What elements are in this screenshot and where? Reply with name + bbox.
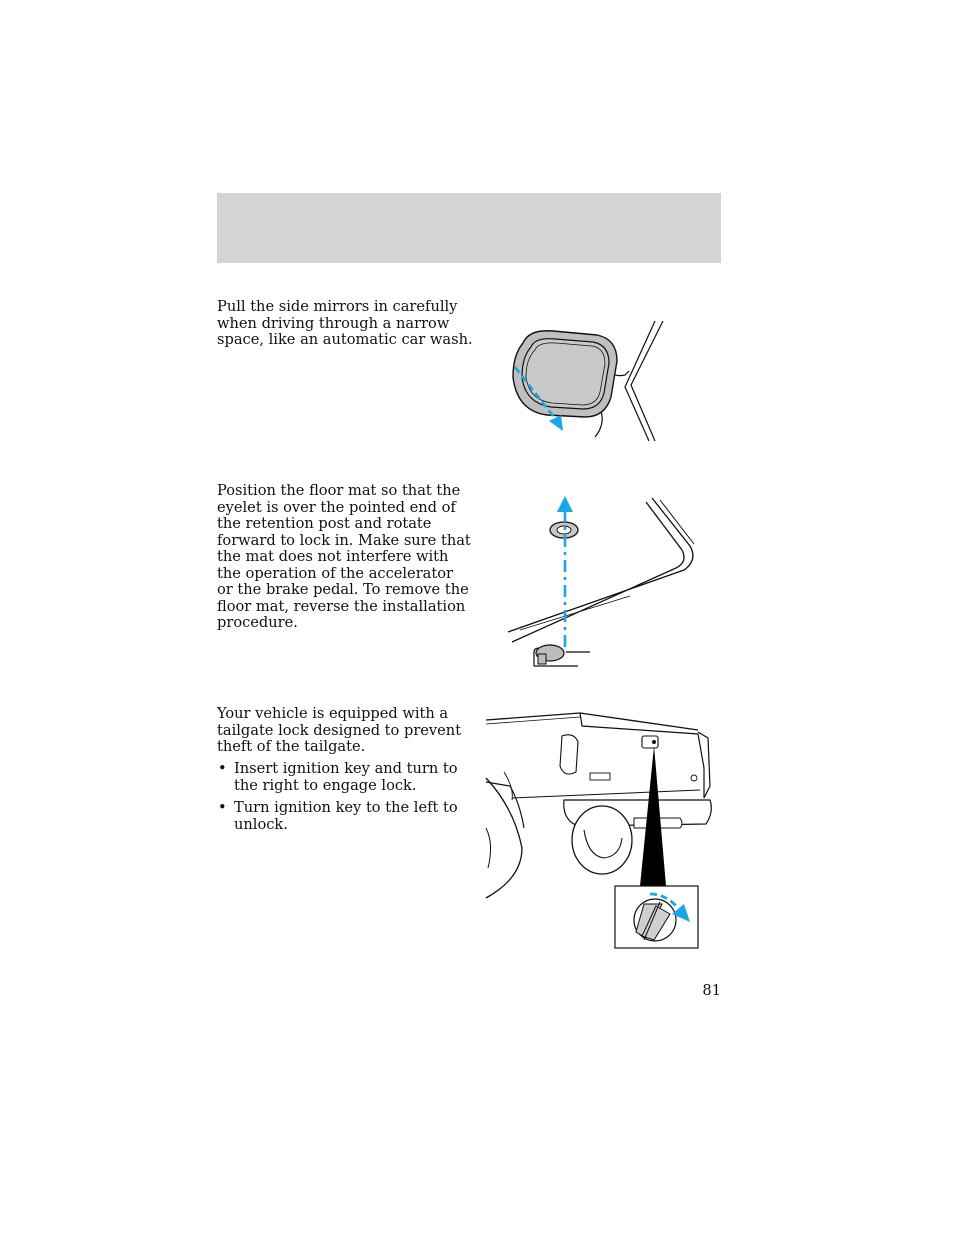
list-item: • Turn ignition key to the left to unlock. [218,799,458,833]
fold-arrow-icon [549,415,563,431]
floor-mat-illustration [500,490,710,680]
tailgate-lock-intro-text: Your vehicle is equipped with a tailgate lock designed to prevent theft of the tailgate. [217,705,462,755]
side-mirror-illustration [505,315,675,450]
mirror-instructions-text: Pull the side mirrors in carefully when driving through a narrow space, like an automatic car wash. [217,298,473,348]
list-item: • Insert ignition key and turn to the right to engage lock. [218,760,458,794]
section-header-band [217,193,721,263]
up-arrow-icon [557,496,573,512]
tailgate-lock-illustration [484,708,716,953]
floor-mat-instructions-text: Position the floor mat so that the eyelet is over the pointed end of the retention post and rotate forward to lock in. Make sure that the mat does not interfere with the operation of the accelerator or the brake pedal. To remove the floor mat, reverse the installation procedure. [217,482,471,631]
page-number: 81 [702,982,721,999]
tailgate-steps-list [217,761,473,839]
